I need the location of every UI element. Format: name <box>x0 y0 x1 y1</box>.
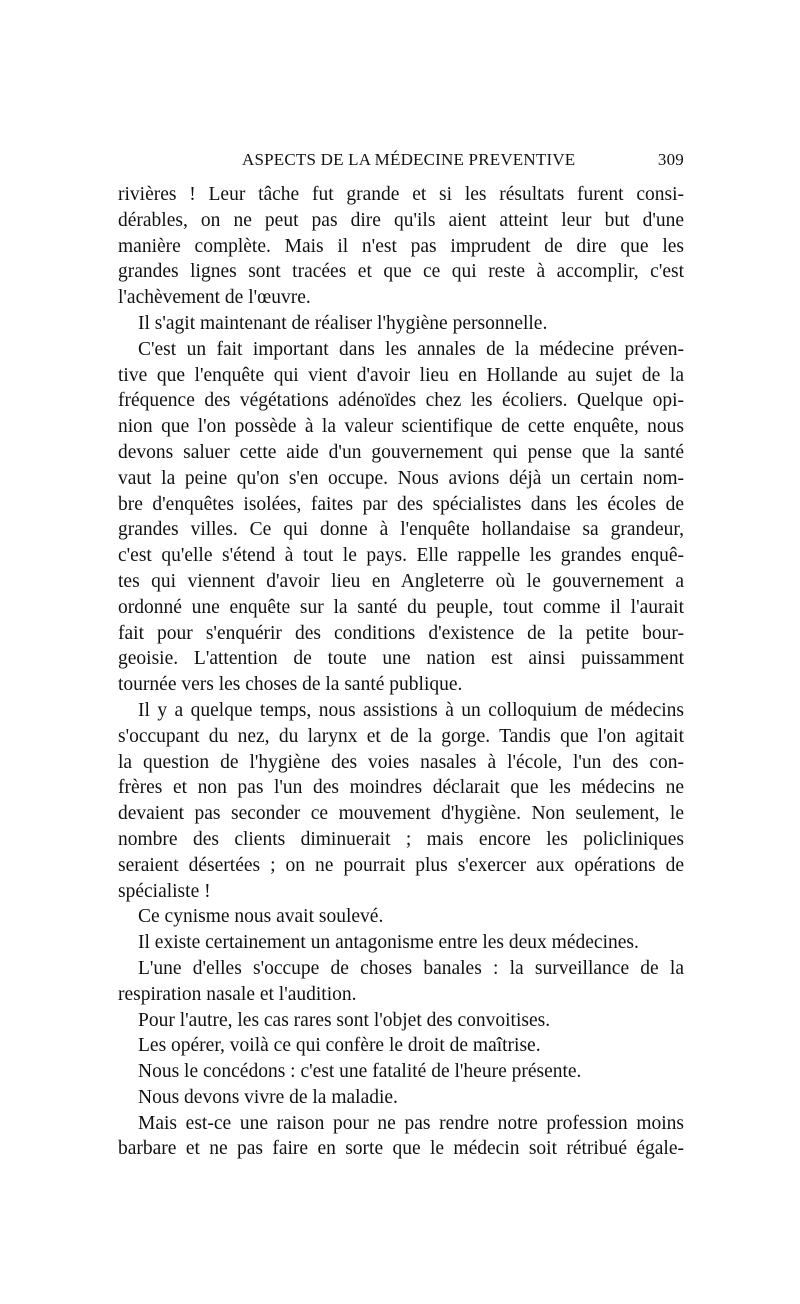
text-line: devaient pas seconder ce mouvement d'hygiène. Non seulement, le <box>118 803 684 825</box>
text-line: devons saluer cette aide d'un gouvernement qui pense que la santé <box>118 441 684 463</box>
text-line: s'occupant du nez, du larynx et de la gorge. Tandis que l'on agitait <box>118 725 684 747</box>
text-line: fréquence des végétations adénoïdes chez les écoliers. Quelque opi- <box>118 390 684 412</box>
text-line: frères et non pas l'un des moindres déclarait que les médecins ne <box>118 777 684 799</box>
paragraph <box>118 337 684 698</box>
paragraph <box>118 1085 684 1111</box>
paragraph <box>118 1008 684 1034</box>
text-line: tes qui viennent d'avoir lieu en Angleterre où le gouvernement a <box>118 570 684 592</box>
text-line: Pour l'autre, les cas rares sont l'objet des convoitises. <box>138 1009 551 1031</box>
text-line: Il s'agit maintenant de réaliser l'hygiène personnelle. <box>138 312 548 334</box>
paragraph <box>118 904 684 930</box>
text-line: la question de l'hygiène des voies nasales à l'école, l'un des con- <box>118 751 684 773</box>
text-line: manière complète. Mais il n'est pas imprudent de dire que les <box>118 235 684 257</box>
paragraph <box>118 930 684 956</box>
text-line: l'achèvement de l'œuvre. <box>118 287 311 309</box>
paragraph <box>118 182 684 311</box>
text-line: C'est un fait important dans les annales de la médecine préven- <box>138 338 684 360</box>
text-line: Nous devons vivre de la maladie. <box>138 1086 398 1108</box>
text-line: vaut la peine qu'on s'en occupe. Nous avions déjà un certain nom- <box>118 467 684 489</box>
text-line: Il existe certainement un antagonisme entre les deux médecines. <box>138 932 639 954</box>
text-line: geoisie. L'attention de toute une nation est ainsi puissamment <box>118 648 684 670</box>
text-line: bre d'enquêtes isolées, faites par des spécialistes dans les écoles de <box>118 493 684 515</box>
body-text <box>118 182 684 1162</box>
paragraph <box>118 311 684 337</box>
page-number: 309 <box>657 150 684 169</box>
text-line: nion que l'on possède à la valeur scientifique de cette enquête, nous <box>118 416 684 438</box>
text-line: rivières ! Leur tâche fut grande et si les résultats furent consi- <box>118 184 684 205</box>
paragraph <box>118 1033 684 1059</box>
running-head-title: ASPECTS DE LA MÉDECINE PREVENTIVE <box>242 150 576 169</box>
text-line: grandes villes. Ce qui donne à l'enquête hollandaise sa grandeur, <box>118 519 684 541</box>
paragraph <box>118 1111 684 1163</box>
text-line: nombre des clients diminuerait ; mais encore les policliniques <box>118 828 684 850</box>
text-line: ordonné une enquête sur la santé du peuple, tout comme il l'aurait <box>118 596 684 618</box>
text-line: fait pour s'enquérir des conditions d'existence de la petite bour- <box>118 622 684 644</box>
text-line: Les opérer, voilà ce qui confère le droit de maîtrise. <box>138 1035 541 1057</box>
text-line: Il y a quelque temps, nous assistions à un colloquium de médecins <box>138 699 684 721</box>
text-line: respiration nasale et l'audition. <box>118 983 357 1005</box>
paragraph <box>118 698 684 904</box>
text-line: dérables, on ne peut pas dire qu'ils aient atteint leur but d'une <box>118 209 684 231</box>
text-line: L'une d'elles s'occupe de choses banales : la surveillance de la <box>138 957 684 979</box>
text-line: Ce cynisme nous avait soulevé. <box>138 906 384 928</box>
text-line: spécialiste ! <box>118 880 211 902</box>
text-line: tournée vers les choses de la santé publique. <box>118 674 463 696</box>
text-line: grandes lignes sont tracées et que ce qui reste à accomplir, c'est <box>118 261 684 283</box>
text-line: Nous le concédons : c'est une fatalité de l'heure présente. <box>138 1061 582 1083</box>
text-line: c'est qu'elle s'étend à tout le pays. Elle rappelle les grandes enquê- <box>118 545 684 567</box>
running-head <box>118 150 684 174</box>
text-line: Mais est-ce une raison pour ne pas rendre notre profession moins <box>138 1112 684 1134</box>
paragraph <box>118 1059 684 1085</box>
text-line: seraient désertées ; on ne pourrait plus s'exercer aux opérations de <box>118 854 684 876</box>
text-line: tive que l'enquête qui vient d'avoir lieu en Hollande au sujet de la <box>118 364 684 386</box>
paragraph <box>118 956 684 1008</box>
text-line: barbare et ne pas faire en sorte que le médecin soit rétribué égale- <box>118 1138 684 1160</box>
